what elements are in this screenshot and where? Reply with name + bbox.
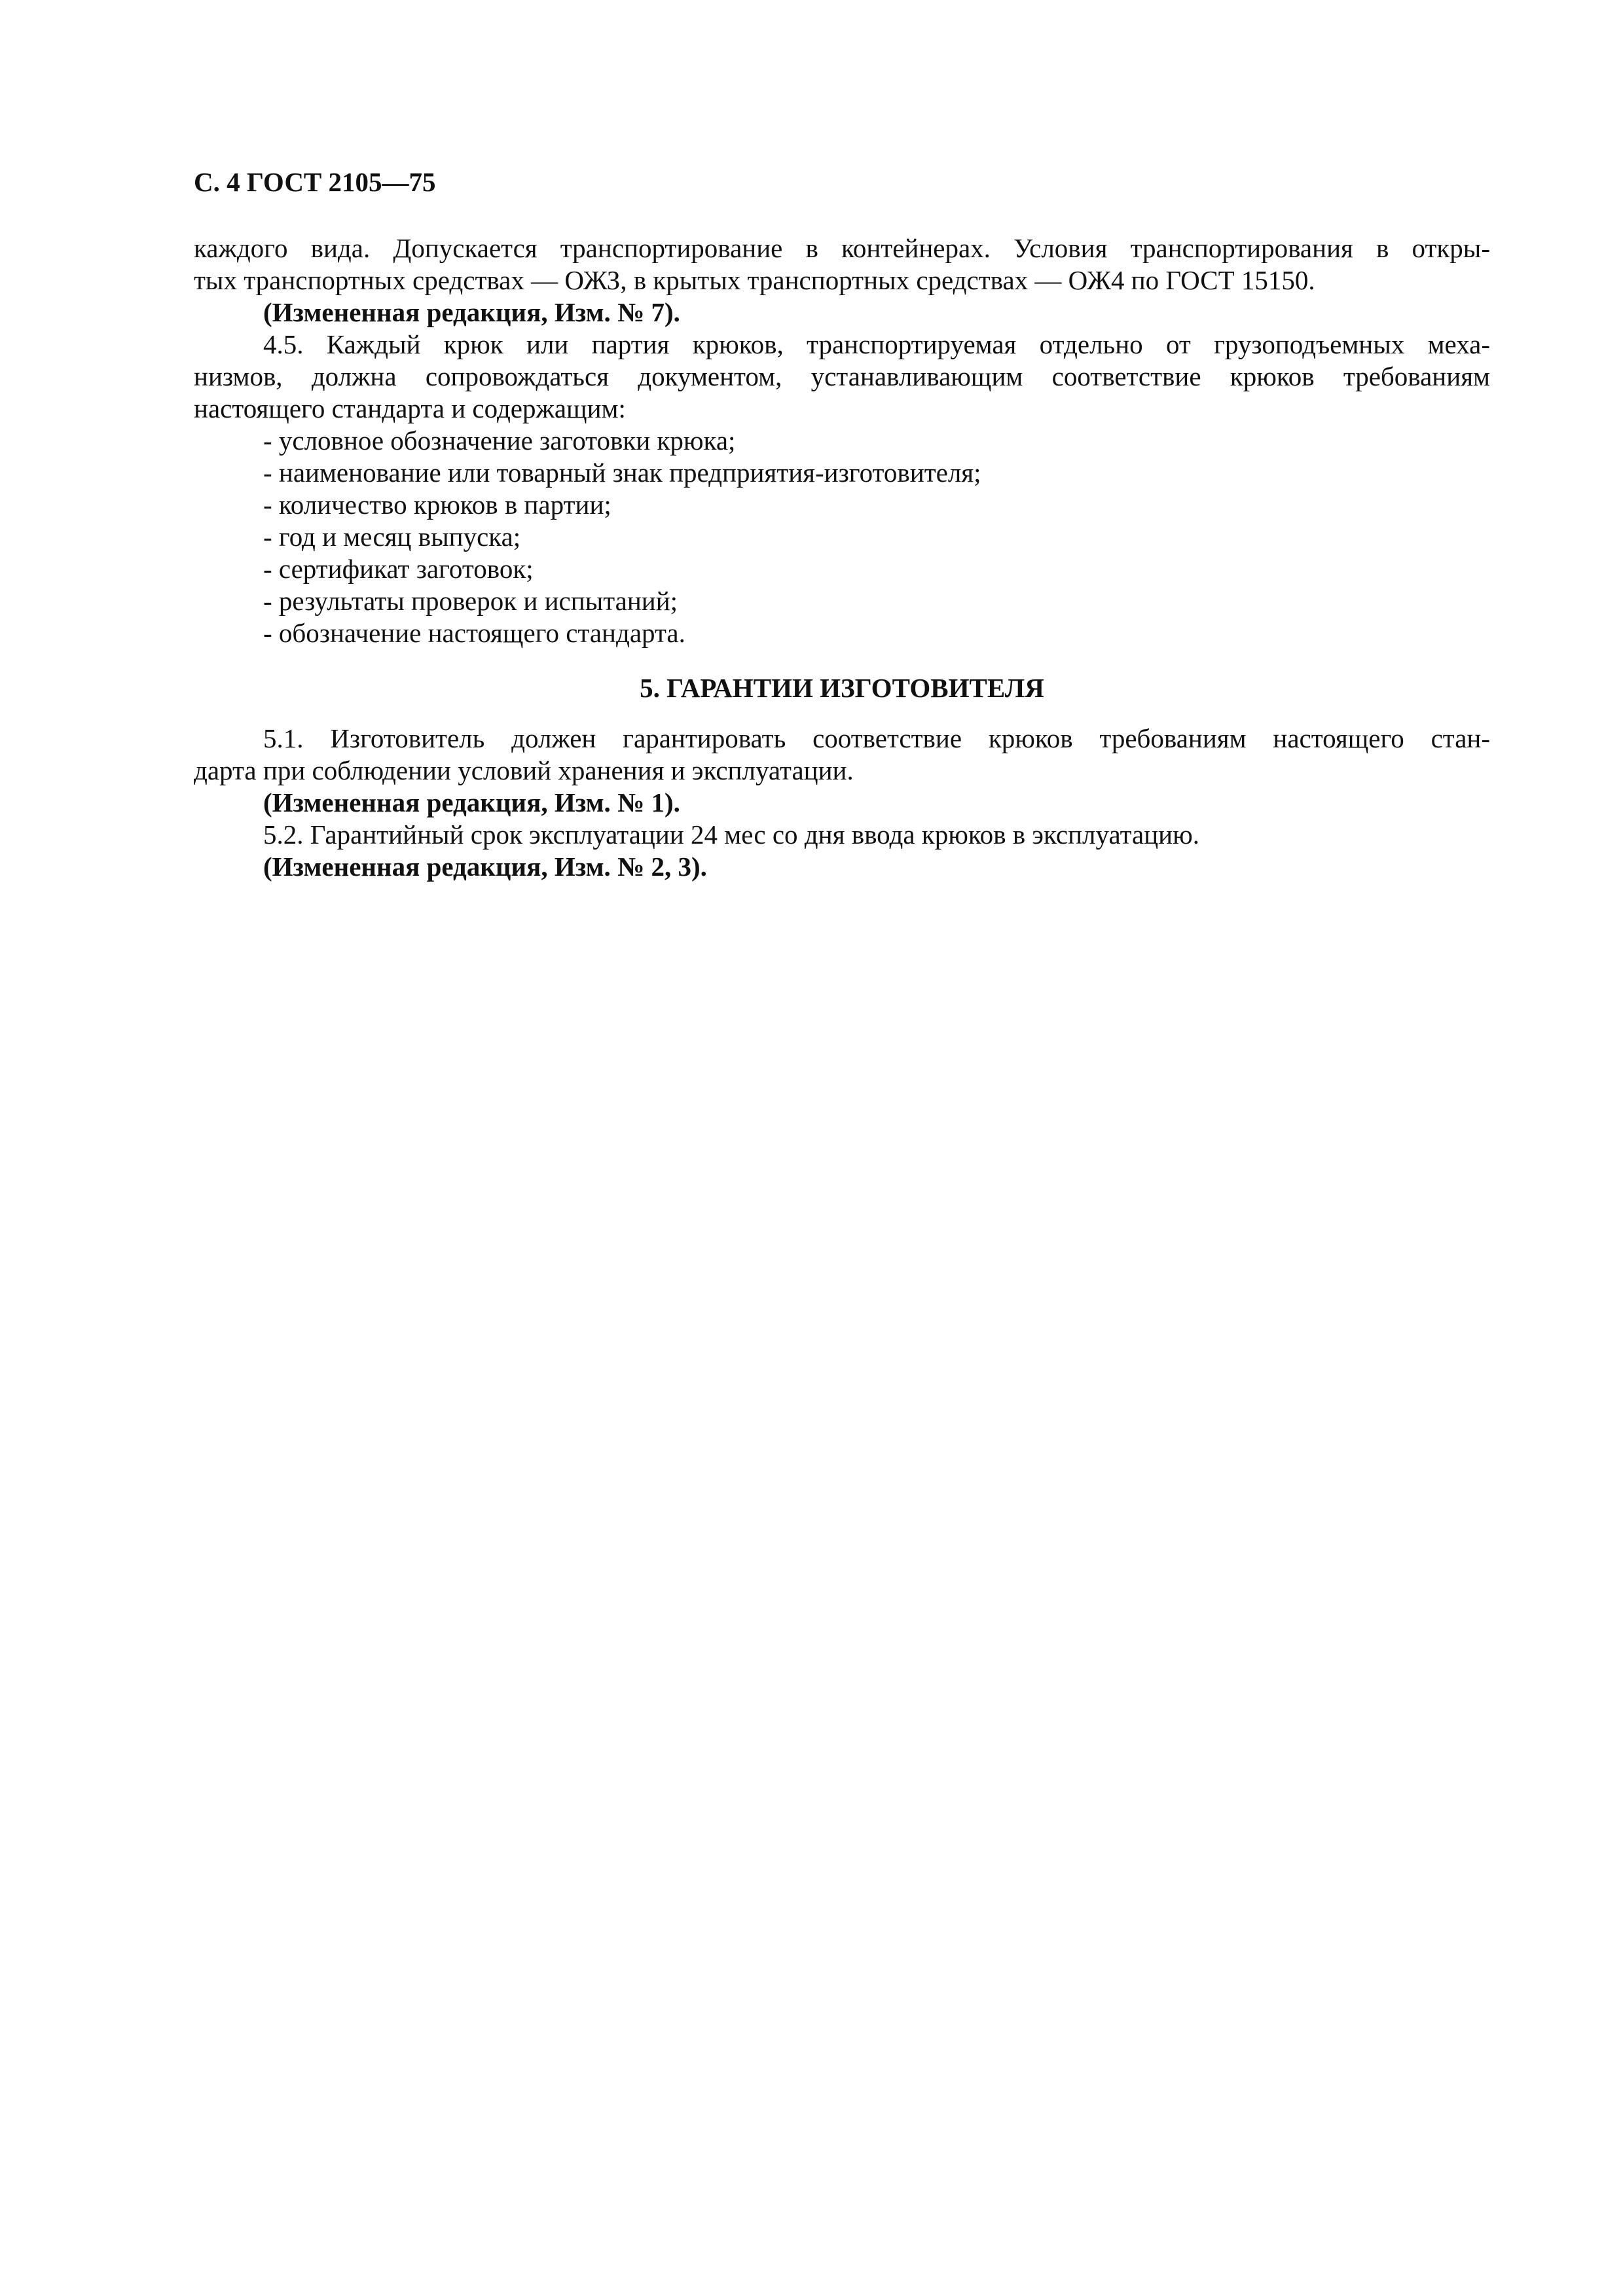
section-heading: 5. ГАРАНТИИ ИЗГОТОВИТЕЛЯ — [640, 673, 1044, 703]
amendment-note: (Измененная редакция, Изм. № 1). — [263, 787, 680, 817]
paragraph-line: каждого вида. Допускается транспортирование в контейнерах. Условия транспортирования в откры- — [194, 233, 1490, 263]
list-item: - наименование или товарный знак предприятия-изготовителя; — [263, 457, 981, 488]
list-item: - количество крюков в партии; — [263, 490, 611, 520]
clause-4-5-line: 4.5. Каждый крюк или партия крюков, транспортируемая отдельно от грузоподъемных меха- — [263, 329, 1490, 359]
amendment-note: (Измененная редакция, Изм. № 7). — [263, 297, 680, 327]
list-item: - год и месяц выпуска; — [263, 522, 521, 552]
paragraph-line: тых транспортных средствах — ОЖЗ, в крытых транспортных средствах — ОЖ4 по ГОСТ 15150. — [194, 265, 1315, 295]
clause-5-1-line: дарта при соблюдении условий хранения и эксплуатации. — [194, 755, 854, 785]
clause-4-5-line: низмов, должна сопровождаться документом, устанавливающим соответствие крюков требованиям — [194, 361, 1490, 391]
document-body — [194, 232, 1490, 883]
list-item: - условное обозначение заготовки крюка; — [263, 425, 736, 456]
clause-5-1-line: 5.1. Изготовитель должен гарантировать соответствие крюков требованиям настоящего стан- — [263, 723, 1490, 753]
amendment-note: (Измененная редакция, Изм. № 2, 3). — [263, 852, 707, 882]
list-item: - сертификат заготовок; — [263, 554, 534, 584]
list-item: - обозначение настоящего стандарта. — [263, 618, 685, 648]
clause-5-2: 5.2. Гарантийный срок эксплуатации 24 мес со дня ввода крюков в эксплуатацию. — [263, 819, 1199, 850]
list-item: - результаты проверок и испытаний; — [263, 586, 678, 616]
clause-4-5-line: настоящего стандарта и содержащим: — [194, 393, 626, 423]
page-header: С. 4 ГОСТ 2105—75 — [194, 167, 436, 197]
